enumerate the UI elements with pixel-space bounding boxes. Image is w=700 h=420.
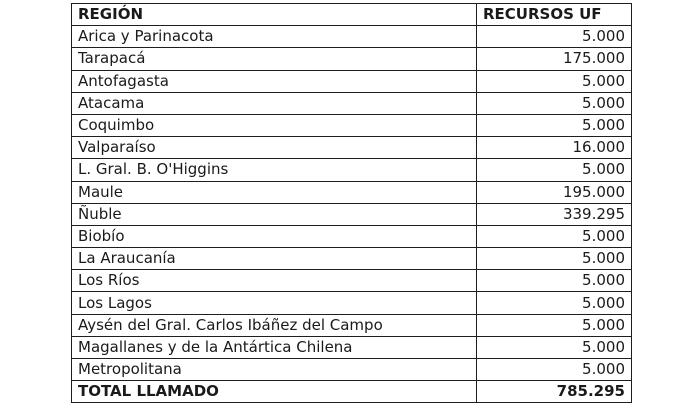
table-row bbox=[72, 181, 632, 203]
region-cell: L. Gral. B. O'Higgins bbox=[72, 159, 477, 181]
region-cell: Aysén del Gral. Carlos Ibáñez del Campo bbox=[72, 314, 477, 336]
table-row bbox=[72, 114, 632, 136]
region-cell: Coquimbo bbox=[72, 114, 477, 136]
region-cell: Maule bbox=[72, 181, 477, 203]
resources-table bbox=[71, 3, 632, 403]
amount-cell: 5.000 bbox=[477, 26, 632, 48]
region-cell: Los Ríos bbox=[72, 270, 477, 292]
header-resources: RECURSOS UF bbox=[477, 4, 632, 26]
table-row bbox=[72, 225, 632, 247]
region-cell: Los Lagos bbox=[72, 292, 477, 314]
amount-cell: 175.000 bbox=[477, 48, 632, 70]
region-cell: Valparaíso bbox=[72, 137, 477, 159]
total-label: TOTAL LLAMADO bbox=[72, 381, 477, 403]
region-cell: Magallanes y de la Antártica Chilena bbox=[72, 336, 477, 358]
total-row bbox=[72, 381, 632, 403]
amount-cell: 5.000 bbox=[477, 292, 632, 314]
region-cell: Ñuble bbox=[72, 203, 477, 225]
amount-cell: 5.000 bbox=[477, 359, 632, 381]
region-cell: Tarapacá bbox=[72, 48, 477, 70]
table-row bbox=[72, 203, 632, 225]
amount-cell: 5.000 bbox=[477, 159, 632, 181]
table-row bbox=[72, 336, 632, 358]
table-row bbox=[72, 248, 632, 270]
amount-cell: 5.000 bbox=[477, 248, 632, 270]
region-cell: Antofagasta bbox=[72, 70, 477, 92]
table-row bbox=[72, 70, 632, 92]
region-cell: Atacama bbox=[72, 92, 477, 114]
region-cell: Metropolitana bbox=[72, 359, 477, 381]
header-region: REGIÓN bbox=[72, 4, 477, 26]
amount-cell: 5.000 bbox=[477, 70, 632, 92]
table-row bbox=[72, 26, 632, 48]
amount-cell: 5.000 bbox=[477, 92, 632, 114]
amount-cell: 5.000 bbox=[477, 270, 632, 292]
amount-cell: 5.000 bbox=[477, 336, 632, 358]
header-row bbox=[72, 4, 632, 26]
amount-cell: 195.000 bbox=[477, 181, 632, 203]
table-row bbox=[72, 137, 632, 159]
amount-cell: 5.000 bbox=[477, 314, 632, 336]
table-row bbox=[72, 92, 632, 114]
table-row bbox=[72, 292, 632, 314]
table-row bbox=[72, 314, 632, 336]
amount-cell: 5.000 bbox=[477, 225, 632, 247]
table-row bbox=[72, 359, 632, 381]
amount-cell: 16.000 bbox=[477, 137, 632, 159]
table-row bbox=[72, 270, 632, 292]
amount-cell: 339.295 bbox=[477, 203, 632, 225]
region-cell: Biobío bbox=[72, 225, 477, 247]
region-cell: La Araucanía bbox=[72, 248, 477, 270]
region-cell: Arica y Parinacota bbox=[72, 26, 477, 48]
table-row bbox=[72, 159, 632, 181]
amount-cell: 5.000 bbox=[477, 114, 632, 136]
table-row bbox=[72, 48, 632, 70]
total-amount: 785.295 bbox=[477, 381, 632, 403]
